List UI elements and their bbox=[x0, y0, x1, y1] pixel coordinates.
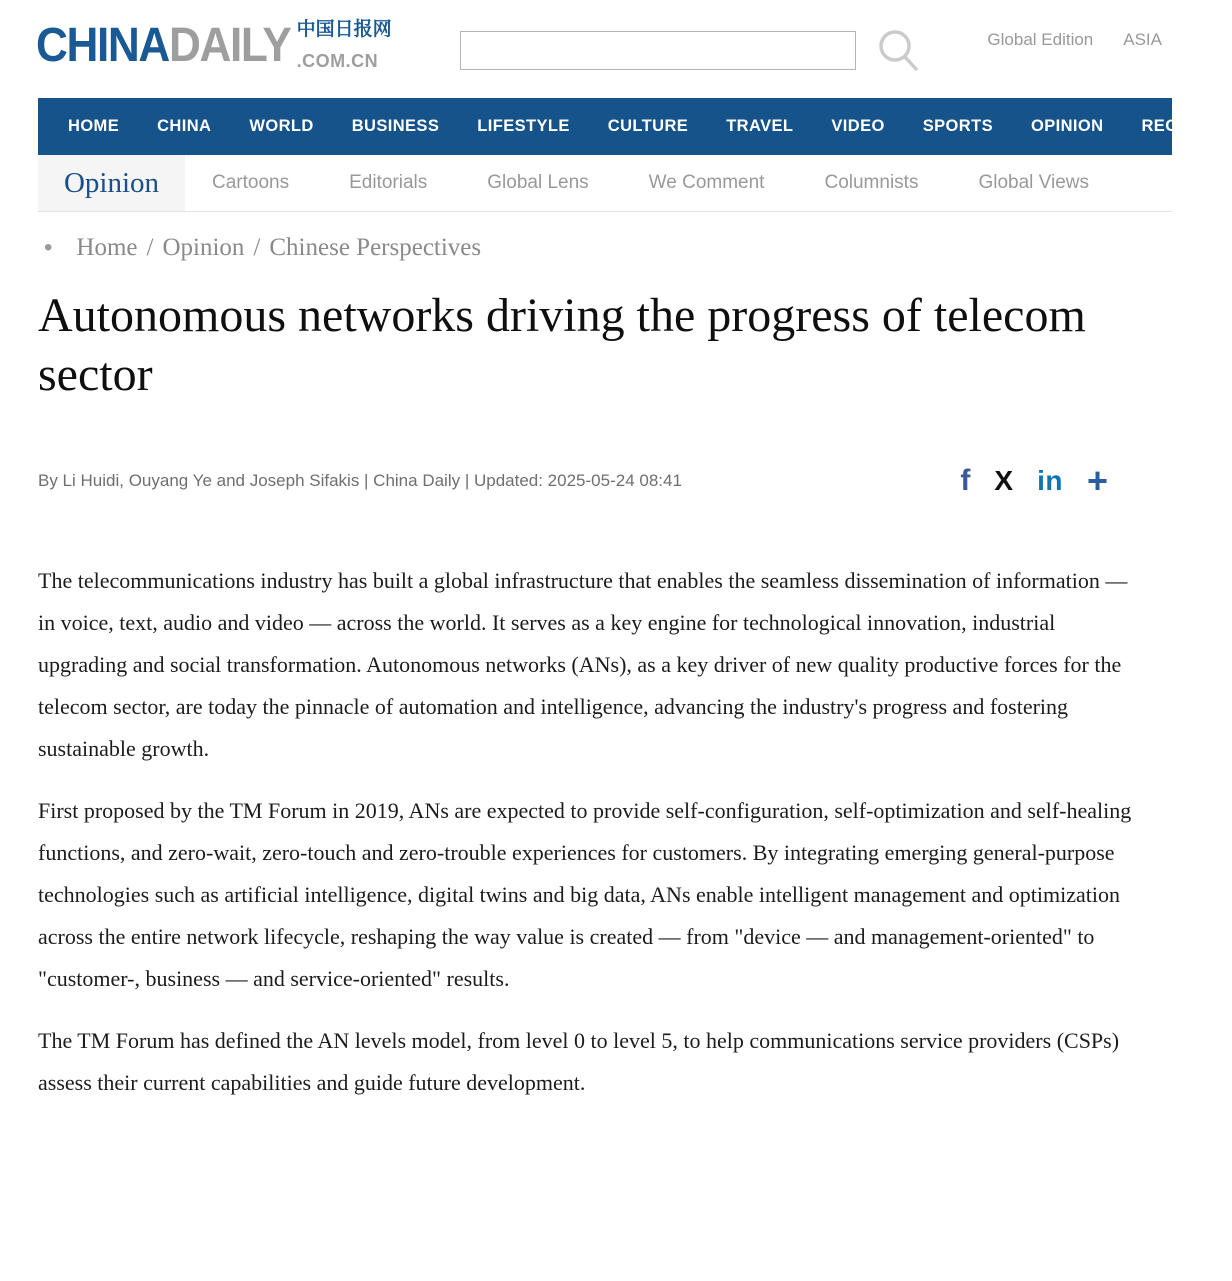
breadcrumb-separator: / bbox=[253, 234, 261, 261]
global-edition-link[interactable]: Global Edition bbox=[987, 30, 1094, 49]
opinion-subnav bbox=[38, 155, 1172, 212]
breadcrumb-chinese-perspectives[interactable]: Chinese Perspectives bbox=[269, 234, 482, 261]
nav-item-opinion[interactable]: OPINION bbox=[1030, 117, 1104, 135]
facebook-share-icon[interactable]: f bbox=[960, 464, 971, 497]
subnav-item-editorials[interactable]: Editorials bbox=[349, 172, 428, 193]
article bbox=[38, 286, 1138, 1104]
nav-item-business[interactable]: BUSINESS bbox=[351, 117, 440, 135]
nav-item-video[interactable]: VIDEO bbox=[831, 117, 885, 135]
more-share-icon[interactable]: + bbox=[1086, 460, 1108, 501]
search-icon bbox=[876, 28, 922, 74]
breadcrumb bbox=[44, 234, 1172, 262]
x-twitter-share-icon[interactable]: X bbox=[994, 465, 1014, 496]
breadcrumb-bullet-icon: • bbox=[44, 234, 53, 261]
nav-item-home[interactable]: HOME bbox=[68, 117, 120, 135]
nav-item-sports[interactable]: SPORTS bbox=[922, 117, 993, 135]
byline-row bbox=[38, 460, 1138, 501]
subnav-item-cartoons[interactable]: Cartoons bbox=[212, 172, 290, 193]
subnav-links bbox=[185, 155, 1089, 211]
search-button[interactable] bbox=[876, 28, 922, 74]
nav-item-culture[interactable]: CULTURE bbox=[607, 117, 689, 135]
share-buttons bbox=[960, 460, 1138, 501]
article-body bbox=[38, 560, 1138, 1104]
article-byline: By Li Huidi, Ouyang Ye and Joseph Sifakis | China Daily | Updated: 2025-05-24 08:41 bbox=[38, 471, 682, 490]
article-paragraph: The TM Forum has defined the AN levels model, from level 0 to level 5, to help communications service providers (CSPs) assess their current capabilities and guide future development. bbox=[38, 1028, 1120, 1095]
article-title: Autonomous networks driving the progress of telecom sector bbox=[38, 289, 1086, 401]
subnav-item-columnists[interactable]: Columnists bbox=[824, 172, 919, 193]
article-paragraph: First proposed by the TM Forum in 2019, ANs are expected to provide self-configuration, self-optimization and self-healing functions, and zero-wait, zero-touch and zero-trouble experiences for customers. By integrating emerging general-purpose technologies such as artificial intelligence, digital twins and big data, ANs enable intelligent management and optimization across the entire network lifecycle, reshaping the way value is created — from "device — and management-oriented" to "customer-, business — and service-oriented" results. bbox=[38, 798, 1132, 991]
section-tab-opinion[interactable]: Opinion bbox=[38, 155, 185, 211]
search-input[interactable] bbox=[460, 31, 856, 70]
nav-item-china[interactable]: CHINA bbox=[157, 117, 212, 135]
subnav-item-we-comment[interactable]: We Comment bbox=[648, 172, 765, 193]
breadcrumb-opinion[interactable]: Opinion bbox=[162, 234, 245, 261]
breadcrumb-separator: / bbox=[146, 234, 154, 261]
article-paragraph: The telecommunications industry has built a global infrastructure that enables the seamless dissemination of information — in voice, text, audio and video — across the world. It serves as a key engine for technological innovation, industrial upgrading and social transformation. Autonomous networks (ANs), as a key driver of new quality productive forces for the telecom sector, are today the pinnacle of automation and intelligence, advancing the industry's progress and fostering sustainable growth. bbox=[38, 568, 1128, 761]
logo-cjk-block bbox=[297, 20, 392, 70]
nav-item-lifestyle[interactable]: LIFESTYLE bbox=[477, 117, 570, 135]
main-navigation bbox=[38, 98, 1232, 155]
edition-links bbox=[987, 30, 1162, 50]
nav-item-regional[interactable]: REGIONAL bbox=[1141, 117, 1232, 135]
linkedin-share-icon[interactable]: in bbox=[1037, 465, 1063, 496]
asia-edition-link[interactable]: ASIA bbox=[1123, 30, 1162, 49]
chinadaily-logo[interactable] bbox=[36, 20, 392, 72]
nav-item-travel[interactable]: TRAVEL bbox=[726, 117, 794, 135]
logo-text-china: CHINA bbox=[36, 19, 169, 72]
breadcrumb-home[interactable]: Home bbox=[76, 234, 138, 261]
logo-domain-text: .COM.CN bbox=[296, 51, 379, 71]
logo-chinese-characters: 中国日报网 bbox=[296, 19, 392, 40]
subnav-item-global-views[interactable]: Global Views bbox=[978, 172, 1089, 193]
logo-wordmark bbox=[36, 20, 290, 72]
subnav-item-global-lens[interactable]: Global Lens bbox=[487, 172, 589, 193]
logo-text-daily: DAILY bbox=[168, 19, 291, 72]
nav-item-world[interactable]: WORLD bbox=[249, 117, 314, 135]
site-header bbox=[0, 0, 1172, 98]
